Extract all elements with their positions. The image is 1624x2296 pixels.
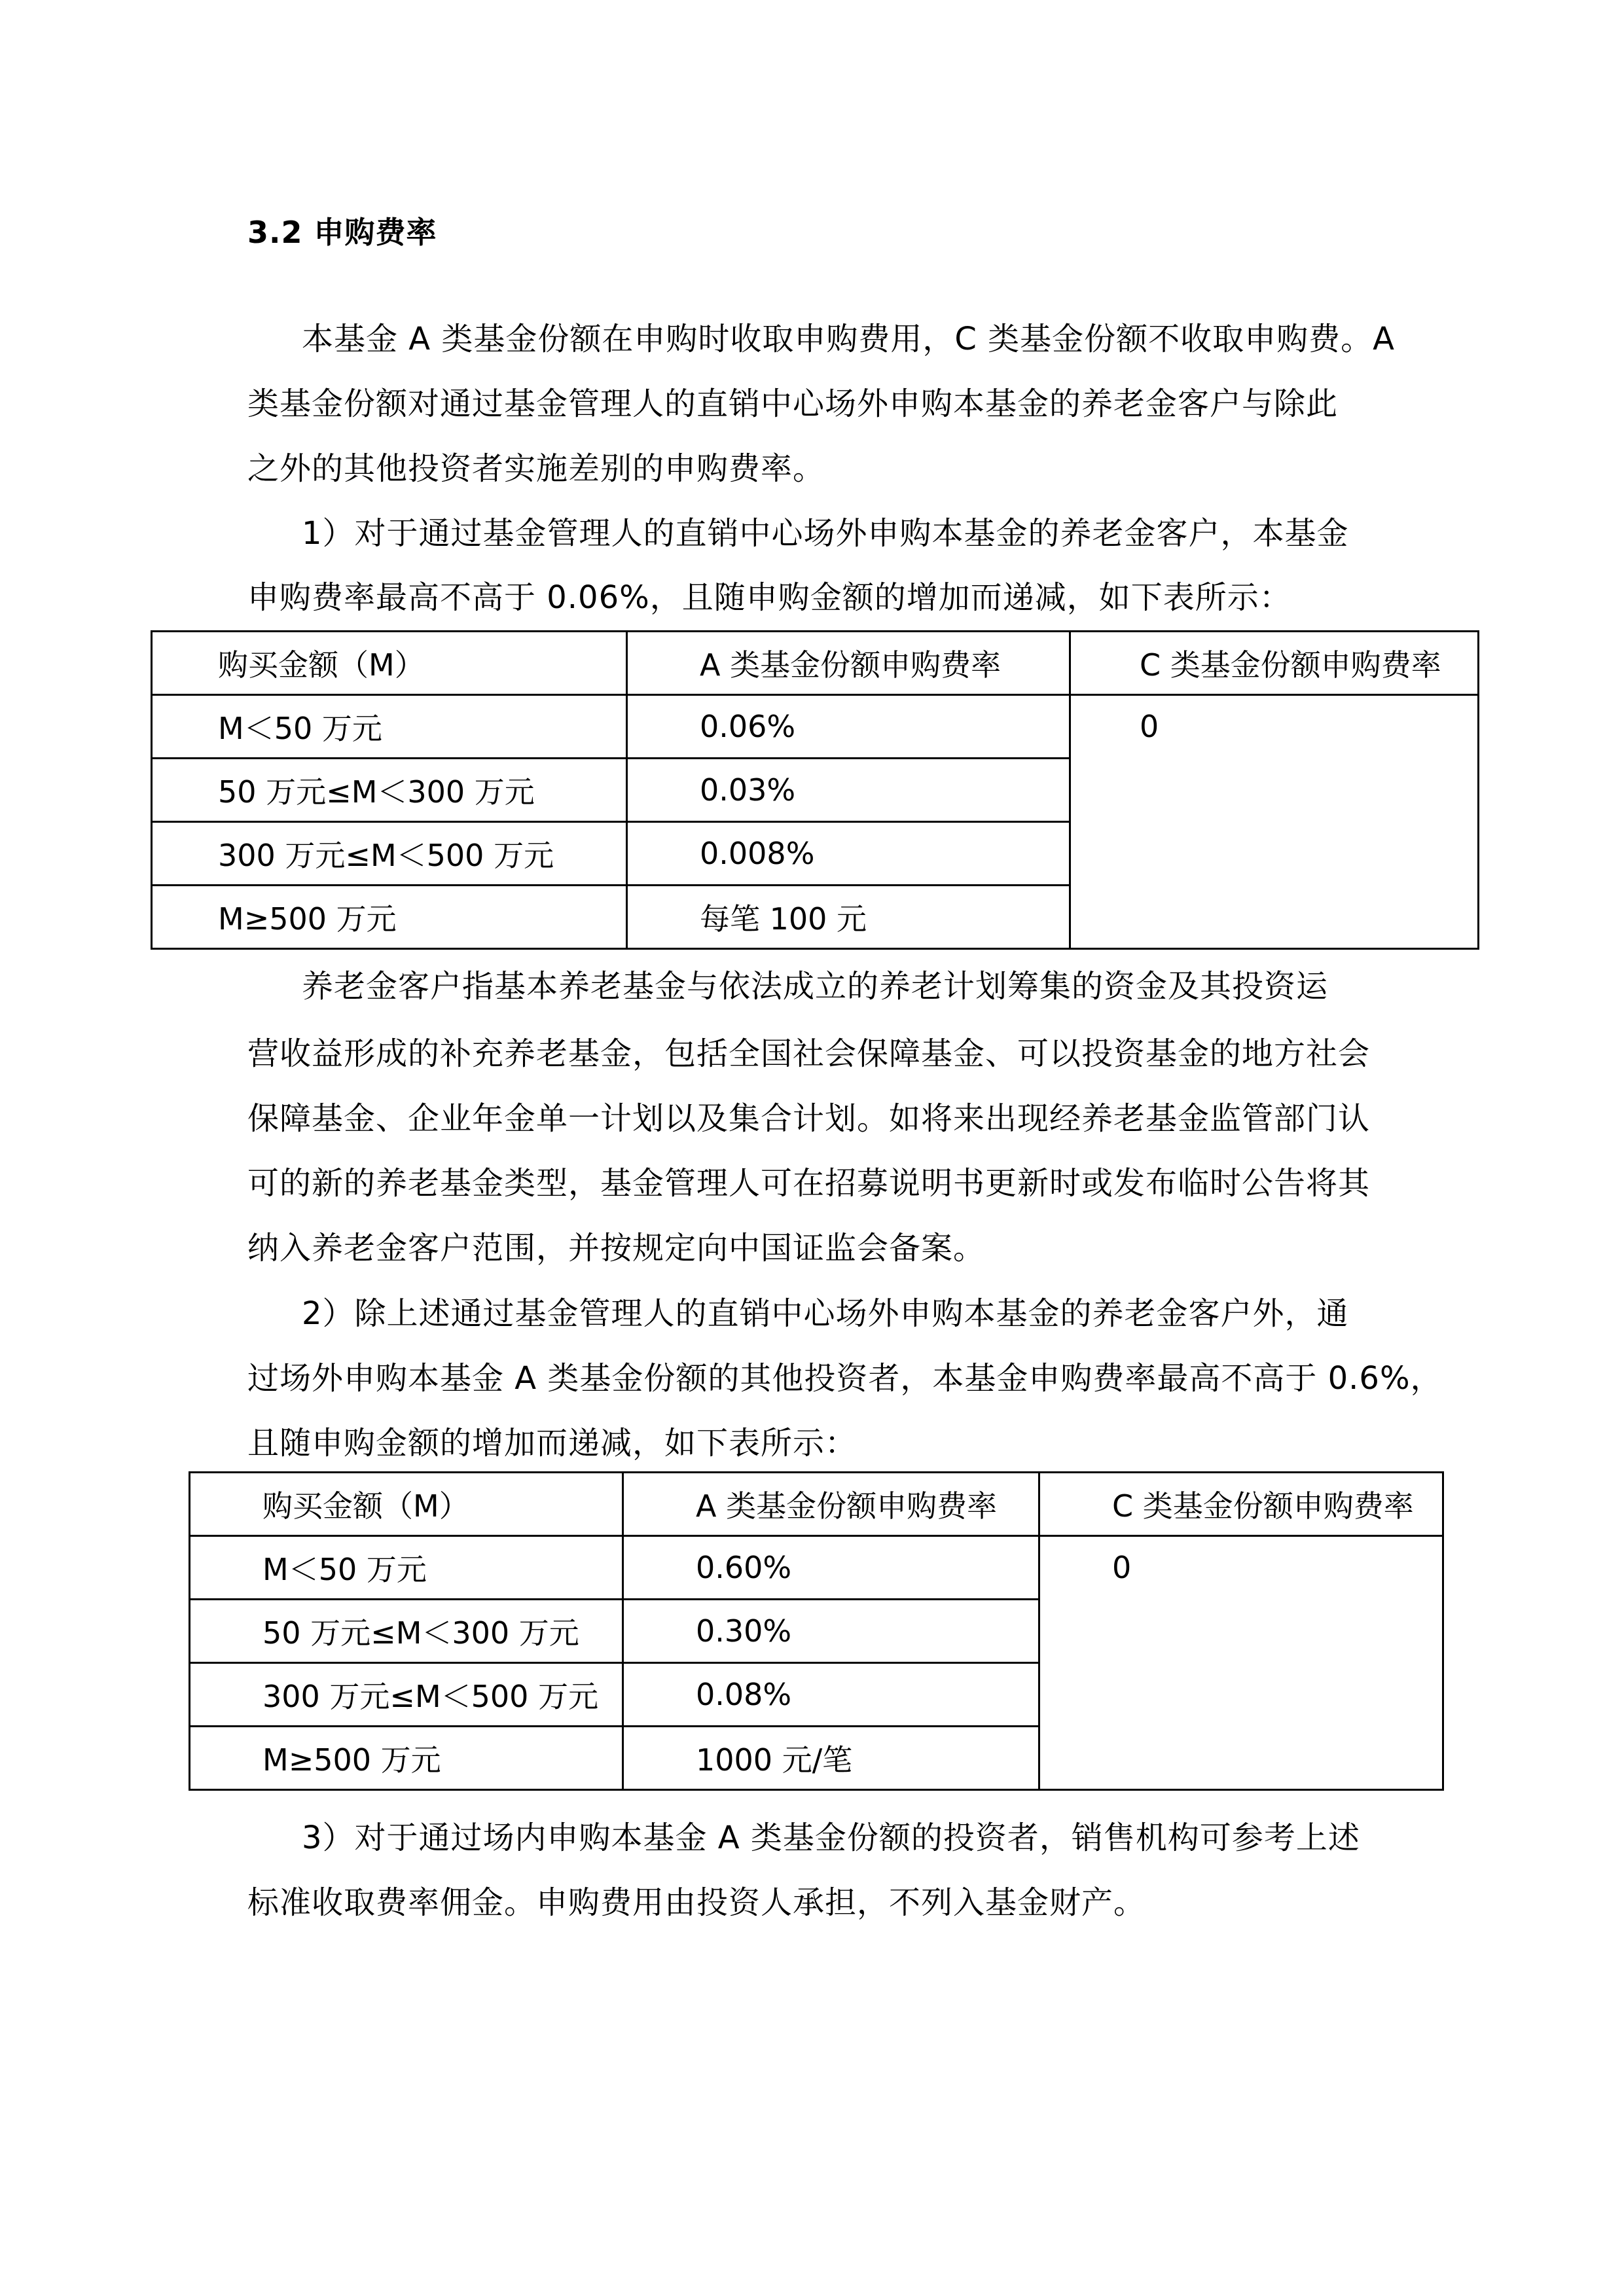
amount-cell: 300 万元≤M＜500 万元 [190,1663,623,1727]
table-row [190,1536,1443,1600]
header-cell: C 类基金份额申购费率 [1070,632,1479,695]
item2-line: 且随申购金额的增加而递减，如下表所示： [247,1425,857,1462]
rate-cell: 0.06% [627,695,1070,759]
amount-cell: 300 万元≤M＜500 万元 [152,822,627,886]
amount-cell: 50 万元≤M＜300 万元 [152,759,627,822]
c-rate-cell: 0 [1070,695,1479,949]
rate-cell: 0.30% [623,1600,1039,1663]
fee-table-pension [151,630,1479,950]
header-cell: 购买金额（M） [152,632,627,695]
paragraph-line: 本基金 A 类基金份额在申购时收取申购费用，C 类基金份额不收取申购费。A [302,321,1395,357]
paragraph-line: 可的新的养老基金类型，基金管理人可在招募说明书更新时或发布临时公告将其 [247,1165,1371,1202]
item1-line: 1）对于通过基金管理人的直销中心场外申购本基金的养老金客户，本基金 [302,515,1349,552]
rate-cell: 0.08% [623,1663,1039,1727]
table-header-row [190,1473,1443,1536]
amount-cell: M＜50 万元 [152,695,627,759]
item2-line: 过场外申购本基金 A 类基金份额的其他投资者，本基金申购费率最高不高于 0.6%， [247,1360,1443,1397]
section-heading: 3.2 申购费率 [247,215,437,250]
rate-cell: 0.008% [627,822,1070,886]
c-rate-cell: 0 [1039,1536,1443,1790]
fee-table-other [189,1471,1444,1791]
rate-cell: 0.60% [623,1536,1039,1600]
paragraph-line: 保障基金、企业年金单一计划以及集合计划。如将来出现经养老基金监管部门认 [247,1100,1371,1137]
table-header-row [152,632,1479,695]
amount-cell: M≥500 万元 [190,1727,623,1790]
paragraph-line: 纳入养老金客户范围，并按规定向中国证监会备案。 [247,1230,986,1266]
amount-cell: M≥500 万元 [152,886,627,949]
header-cell: A 类基金份额申购费率 [627,632,1070,695]
rate-cell: 1000 元/笔 [623,1727,1039,1790]
paragraph-line: 之外的其他投资者实施差别的申购费率。 [247,450,825,487]
item1-line: 申购费率最高不高于 0.06%，且随申购金额的增加而递减，如下表所示： [247,579,1291,616]
amount-cell: M＜50 万元 [190,1536,623,1600]
item3-line: 标准收取费率佣金。申购费用由投资人承担，不列入基金财产。 [247,1884,1146,1921]
paragraph-line: 养老金客户指基本养老基金与依法成立的养老计划筹集的资金及其投资运 [302,968,1329,1005]
paragraph-line: 类基金份额对通过基金管理人的直销中心场外申购本基金的养老金客户与除此 [247,386,1339,422]
header-cell: 购买金额（M） [190,1473,623,1536]
amount-cell: 50 万元≤M＜300 万元 [190,1600,623,1663]
rate-cell: 每笔 100 元 [627,886,1070,949]
header-cell: A 类基金份额申购费率 [623,1473,1039,1536]
header-cell: C 类基金份额申购费率 [1039,1473,1443,1536]
paragraph-line: 营收益形成的补充养老基金，包括全国社会保障基金、可以投资基金的地方社会 [247,1035,1371,1072]
item3-line: 3）对于通过场内申购本基金 A 类基金份额的投资者，销售机构可参考上述 [302,1820,1360,1856]
table-row [152,695,1479,759]
item2-line: 2）除上述通过基金管理人的直销中心场外申购本基金的养老金客户外，通 [302,1295,1349,1332]
rate-cell: 0.03% [627,759,1070,822]
